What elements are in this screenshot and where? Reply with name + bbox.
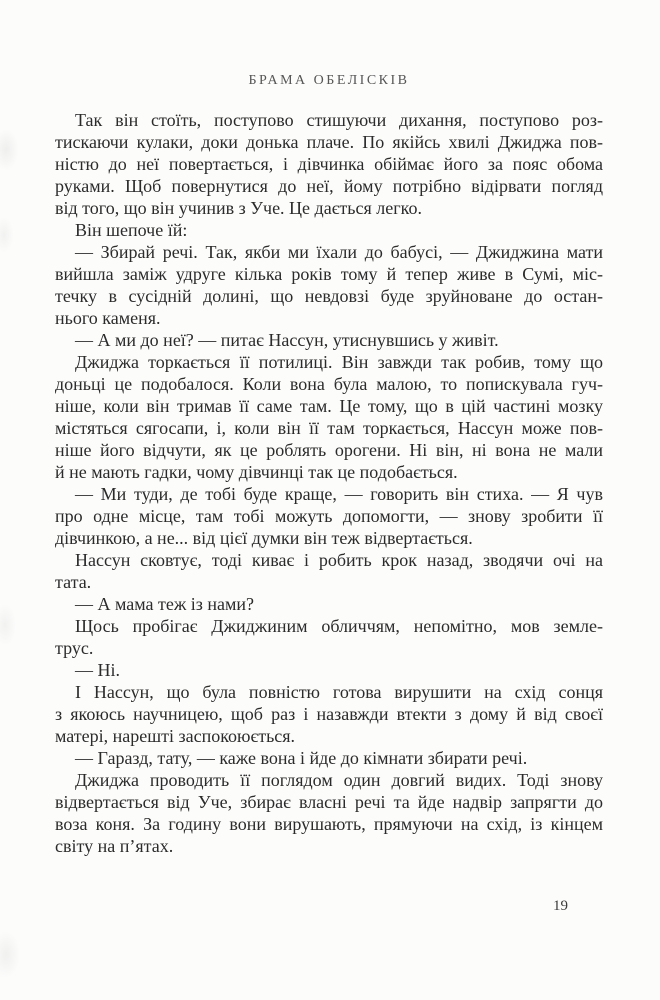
text-line: трус. — [55, 638, 94, 658]
paragraph — [55, 109, 603, 219]
text-line: світу на п’ятах. — [55, 836, 174, 856]
text-line: дівчинкою, а не... від цієї думки він теж відвертається. — [55, 528, 473, 548]
text-line: містяться сягосапи, і, коли він її там торкається, Нассун може пов- — [55, 418, 603, 438]
text-line: воза коня. За годину вони вирушають, прямуючи на схід, із кінцем — [55, 814, 603, 834]
paragraph — [55, 681, 603, 747]
paragraph — [55, 659, 603, 681]
text-line: ніше його відчути, як це роблять орогени. Ні він, ні вона не мали — [55, 440, 603, 460]
text-line: руками. Щоб повернутися до неї, йому потрібно відірвати погляд — [55, 176, 603, 196]
text-line: з якоюсь научницею, щоб раз і назавжди втекти з дому й від своєї — [55, 704, 603, 724]
text-line: І Нассун, що була повністю готова вирушити на схід сонця — [75, 682, 603, 702]
text-line: ніше, коли він тримав її саме там. Це тому, що в цій частині мозку — [55, 396, 603, 416]
paragraph — [55, 747, 603, 769]
paragraph — [55, 329, 603, 351]
body-text — [55, 109, 603, 857]
paragraph — [55, 593, 603, 615]
paragraph — [55, 615, 603, 659]
text-line: Нассун сковтує, тоді киває і робить крок назад, зводячи очі на — [75, 550, 603, 570]
text-line: — Ми туди, де тобі буде краще, — говорить він стиха. — Я чув — [75, 484, 603, 504]
paragraph — [55, 241, 603, 329]
paragraph — [55, 351, 603, 483]
paragraph — [55, 219, 603, 241]
text-line: — Гаразд, тату, — каже вона і йде до кімнати збирати речі. — [75, 748, 528, 768]
text-line: Щось пробігає Джиджиним обличчям, непомітно, мов земле- — [75, 616, 603, 636]
text-line: доньці це подобалося. Коли вона була малою, то попискувала гуч- — [55, 374, 603, 394]
text-line: й не мають гадки, чому дівчинці так це подобається. — [55, 462, 458, 482]
page-number: 19 — [553, 898, 568, 914]
text-line: — А ми до неї? — питає Нассун, утиснувшись у живіт. — [75, 330, 499, 350]
text-line: ністю до неї повертається, і дівчинка обіймає його за пояс обома — [55, 154, 603, 174]
text-line: течку в сусідній долині, що невдовзі буде зруйноване до остан- — [55, 286, 603, 306]
text-line: — А мама теж із нами? — [75, 594, 255, 614]
text-line: матері, нарешті заспокоюється. — [55, 726, 296, 746]
text-line: нього каменя. — [55, 308, 161, 328]
text-line: про одне місце, там тобі можуть допомогти, — знову зробити її — [55, 506, 603, 526]
paragraph — [55, 769, 603, 857]
paragraph — [55, 549, 603, 593]
text-line: Так він стоїть, поступово стишуючи дихання, поступово роз- — [75, 110, 603, 130]
text-line: Він шепоче їй: — [75, 220, 188, 240]
running-header: БРАМА ОБЕЛІСКІВ — [248, 73, 410, 88]
text-line: Джиджа торкається її потилиці. Він завжди так робив, тому що — [75, 352, 603, 372]
text-line: від того, що він учинив з Уче. Це дається легко. — [55, 198, 422, 218]
text-line: відвертається від Уче, збирає власні речі та йде надвір запрягти до — [55, 792, 603, 812]
text-line: вийшла заміж удруге кілька років тому й тепер живе в Сумі, міс- — [55, 264, 603, 284]
text-line: — Ні. — [75, 660, 120, 680]
text-line: — Збирай речі. Так, якби ми їхали до бабусі, — Джиджина мати — [75, 242, 603, 262]
text-line: Джиджа проводить її поглядом один довгий видих. Тоді знову — [75, 770, 603, 790]
text-line: тата. — [55, 572, 92, 592]
paragraph — [55, 483, 603, 549]
text-line: тискаючи кулаки, доки донька плаче. По якійсь хвилі Джиджа пов- — [55, 132, 603, 152]
